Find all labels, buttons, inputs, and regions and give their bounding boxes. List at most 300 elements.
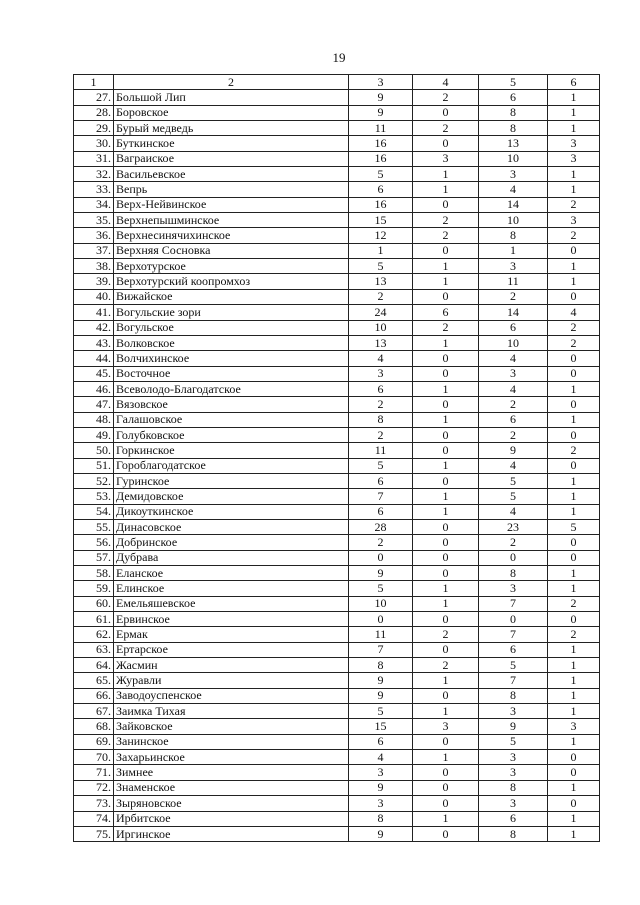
- value-col-4: 1: [413, 750, 479, 765]
- value-col-3: 4: [349, 750, 413, 765]
- hunting-grounds-table: [73, 74, 600, 842]
- value-col-5: 2: [479, 535, 548, 550]
- row-number: 46.: [74, 381, 114, 396]
- value-col-5: 9: [479, 719, 548, 734]
- value-col-4: 1: [413, 596, 479, 611]
- row-number: 45.: [74, 366, 114, 381]
- row-number: 58.: [74, 566, 114, 581]
- value-col-6: 2: [548, 443, 600, 458]
- value-col-3: 9: [349, 566, 413, 581]
- value-col-4: 0: [413, 366, 479, 381]
- page-number: 19: [332, 50, 346, 65]
- row-number: 50.: [74, 443, 114, 458]
- value-col-6: 0: [548, 351, 600, 366]
- value-col-5: 5: [479, 489, 548, 504]
- value-col-3: 2: [349, 289, 413, 304]
- value-col-5: 11: [479, 274, 548, 289]
- value-col-5: 4: [479, 458, 548, 473]
- value-col-5: 3: [479, 765, 548, 780]
- value-col-3: 3: [349, 765, 413, 780]
- value-col-4: 0: [413, 688, 479, 703]
- value-col-4: 0: [413, 197, 479, 212]
- table-row: [74, 473, 600, 488]
- value-col-3: 13: [349, 335, 413, 350]
- value-col-5: 2: [479, 427, 548, 442]
- ground-name: Боровское: [114, 105, 349, 120]
- header-cell-5: 5: [479, 75, 548, 90]
- value-col-4: 2: [413, 320, 479, 335]
- row-number: 27.: [74, 90, 114, 105]
- value-col-4: 1: [413, 412, 479, 427]
- table-row: [74, 381, 600, 396]
- value-col-6: 1: [548, 489, 600, 504]
- value-col-4: 0: [413, 550, 479, 565]
- value-col-3: 10: [349, 596, 413, 611]
- value-col-3: 6: [349, 182, 413, 197]
- header-cell-3: 3: [349, 75, 413, 90]
- ground-name: Вогульские зори: [114, 305, 349, 320]
- value-col-6: 1: [548, 274, 600, 289]
- row-number: 71.: [74, 765, 114, 780]
- value-col-4: 0: [413, 519, 479, 534]
- value-col-5: 2: [479, 289, 548, 304]
- ground-name: Елинское: [114, 581, 349, 596]
- ground-name: Заводоуспенское: [114, 688, 349, 703]
- ground-name: Знаменское: [114, 780, 349, 795]
- row-number: 43.: [74, 335, 114, 350]
- value-col-6: 2: [548, 228, 600, 243]
- value-col-5: 8: [479, 121, 548, 136]
- value-col-4: 1: [413, 673, 479, 688]
- ground-name: Большой Лип: [114, 90, 349, 105]
- table-row: [74, 550, 600, 565]
- value-col-6: 0: [548, 458, 600, 473]
- value-col-3: 16: [349, 151, 413, 166]
- value-col-6: 1: [548, 473, 600, 488]
- row-number: 48.: [74, 412, 114, 427]
- table-header-row: [74, 75, 600, 90]
- value-col-4: 2: [413, 658, 479, 673]
- value-col-5: 3: [479, 796, 548, 811]
- ground-name: Галашовское: [114, 412, 349, 427]
- ground-name: Гуринское: [114, 473, 349, 488]
- value-col-5: 1: [479, 243, 548, 258]
- value-col-5: 7: [479, 673, 548, 688]
- value-col-6: 1: [548, 167, 600, 182]
- table-row: [74, 519, 600, 534]
- row-number: 64.: [74, 658, 114, 673]
- row-number: 74.: [74, 811, 114, 826]
- ground-name: Жасмин: [114, 658, 349, 673]
- value-col-4: 1: [413, 274, 479, 289]
- header-cell-1: 1: [74, 75, 114, 90]
- value-col-6: 0: [548, 750, 600, 765]
- row-number: 28.: [74, 105, 114, 120]
- value-col-4: 0: [413, 473, 479, 488]
- table-row: [74, 289, 600, 304]
- row-number: 62.: [74, 627, 114, 642]
- value-col-4: 0: [413, 427, 479, 442]
- row-number: 69.: [74, 734, 114, 749]
- value-col-3: 12: [349, 228, 413, 243]
- row-number: 34.: [74, 197, 114, 212]
- value-col-5: 8: [479, 780, 548, 795]
- value-col-5: 3: [479, 750, 548, 765]
- ground-name: Ваграиское: [114, 151, 349, 166]
- value-col-5: 6: [479, 412, 548, 427]
- ground-name: Иргинское: [114, 826, 349, 841]
- table-row: [74, 182, 600, 197]
- row-number: 39.: [74, 274, 114, 289]
- row-number: 37.: [74, 243, 114, 258]
- row-number: 51.: [74, 458, 114, 473]
- ground-name: Вижайское: [114, 289, 349, 304]
- value-col-3: 15: [349, 719, 413, 734]
- ground-name: Бурый медведь: [114, 121, 349, 136]
- value-col-3: 6: [349, 504, 413, 519]
- table-row: [74, 458, 600, 473]
- value-col-3: 8: [349, 811, 413, 826]
- value-col-4: 0: [413, 780, 479, 795]
- table-row: [74, 627, 600, 642]
- value-col-5: 8: [479, 688, 548, 703]
- value-col-4: 1: [413, 811, 479, 826]
- value-col-6: 1: [548, 412, 600, 427]
- ground-name: Демидовское: [114, 489, 349, 504]
- value-col-4: 1: [413, 581, 479, 596]
- ground-name: Занинское: [114, 734, 349, 749]
- value-col-3: 9: [349, 826, 413, 841]
- value-col-6: 1: [548, 673, 600, 688]
- value-col-4: 0: [413, 642, 479, 657]
- value-col-3: 9: [349, 105, 413, 120]
- header-cell-2: 2: [114, 75, 349, 90]
- row-number: 42.: [74, 320, 114, 335]
- value-col-5: 3: [479, 704, 548, 719]
- value-col-3: 5: [349, 259, 413, 274]
- table-row: [74, 719, 600, 734]
- value-col-3: 16: [349, 136, 413, 151]
- value-col-6: 1: [548, 90, 600, 105]
- value-col-3: 9: [349, 688, 413, 703]
- table-row: [74, 136, 600, 151]
- value-col-6: 1: [548, 581, 600, 596]
- value-col-3: 8: [349, 412, 413, 427]
- value-col-4: 1: [413, 182, 479, 197]
- value-col-6: 0: [548, 397, 600, 412]
- ground-name: Ервинское: [114, 612, 349, 627]
- table-row: [74, 734, 600, 749]
- table-row: [74, 427, 600, 442]
- value-col-4: 2: [413, 627, 479, 642]
- row-number: 35.: [74, 213, 114, 228]
- value-col-5: 8: [479, 228, 548, 243]
- value-col-3: 6: [349, 473, 413, 488]
- value-col-3: 5: [349, 704, 413, 719]
- row-number: 75.: [74, 826, 114, 841]
- row-number: 36.: [74, 228, 114, 243]
- table-row: [74, 213, 600, 228]
- value-col-5: 8: [479, 566, 548, 581]
- value-col-6: 2: [548, 197, 600, 212]
- table-row: [74, 121, 600, 136]
- value-col-3: 3: [349, 796, 413, 811]
- ground-name: Верх-Нейвинское: [114, 197, 349, 212]
- value-col-3: 15: [349, 213, 413, 228]
- value-col-4: 0: [413, 612, 479, 627]
- value-col-4: 3: [413, 151, 479, 166]
- table-row: [74, 688, 600, 703]
- value-col-4: 1: [413, 167, 479, 182]
- table-row: [74, 320, 600, 335]
- ground-name: Еланское: [114, 566, 349, 581]
- row-number: 30.: [74, 136, 114, 151]
- value-col-5: 3: [479, 167, 548, 182]
- value-col-5: 7: [479, 596, 548, 611]
- ground-name: Вепрь: [114, 182, 349, 197]
- ground-name: Голубковское: [114, 427, 349, 442]
- row-number: 73.: [74, 796, 114, 811]
- value-col-6: 4: [548, 305, 600, 320]
- table-row: [74, 90, 600, 105]
- table-row: [74, 243, 600, 258]
- table-row: [74, 489, 600, 504]
- value-col-5: 13: [479, 136, 548, 151]
- value-col-4: 6: [413, 305, 479, 320]
- row-number: 55.: [74, 519, 114, 534]
- row-number: 32.: [74, 167, 114, 182]
- value-col-3: 11: [349, 121, 413, 136]
- value-col-4: 3: [413, 719, 479, 734]
- value-col-6: 1: [548, 121, 600, 136]
- value-col-3: 2: [349, 397, 413, 412]
- value-col-5: 0: [479, 612, 548, 627]
- ground-name: Дикоуткинское: [114, 504, 349, 519]
- value-col-4: 0: [413, 136, 479, 151]
- row-number: 59.: [74, 581, 114, 596]
- value-col-3: 6: [349, 381, 413, 396]
- value-col-3: 16: [349, 197, 413, 212]
- row-number: 52.: [74, 473, 114, 488]
- table-row: [74, 750, 600, 765]
- ground-name: Всеволодо-Благодатское: [114, 381, 349, 396]
- value-col-6: 0: [548, 243, 600, 258]
- value-col-4: 0: [413, 397, 479, 412]
- value-col-4: 0: [413, 351, 479, 366]
- value-col-6: 1: [548, 658, 600, 673]
- ground-name: Верхнепышминское: [114, 213, 349, 228]
- table-row: [74, 673, 600, 688]
- value-col-5: 2: [479, 397, 548, 412]
- table-row: [74, 197, 600, 212]
- value-col-5: 4: [479, 182, 548, 197]
- table-row: [74, 412, 600, 427]
- value-col-4: 1: [413, 335, 479, 350]
- row-number: 67.: [74, 704, 114, 719]
- row-number: 54.: [74, 504, 114, 519]
- ground-name: Волчихинское: [114, 351, 349, 366]
- value-col-4: 0: [413, 443, 479, 458]
- table-row: [74, 581, 600, 596]
- value-col-4: 1: [413, 259, 479, 274]
- row-number: 72.: [74, 780, 114, 795]
- row-number: 66.: [74, 688, 114, 703]
- value-col-5: 14: [479, 197, 548, 212]
- table-row: [74, 228, 600, 243]
- value-col-4: 0: [413, 826, 479, 841]
- table-row: [74, 105, 600, 120]
- value-col-3: 3: [349, 366, 413, 381]
- value-col-6: 2: [548, 596, 600, 611]
- value-col-5: 3: [479, 259, 548, 274]
- value-col-6: 1: [548, 780, 600, 795]
- value-col-5: 14: [479, 305, 548, 320]
- value-col-3: 28: [349, 519, 413, 534]
- value-col-4: 0: [413, 566, 479, 581]
- ground-name: Ирбитское: [114, 811, 349, 826]
- value-col-3: 24: [349, 305, 413, 320]
- table-row: [74, 397, 600, 412]
- ground-name: Верхнесинячихинское: [114, 228, 349, 243]
- value-col-5: 3: [479, 581, 548, 596]
- value-col-4: 2: [413, 213, 479, 228]
- value-col-3: 10: [349, 320, 413, 335]
- value-col-5: 10: [479, 151, 548, 166]
- value-col-6: 1: [548, 182, 600, 197]
- ground-name: Восточное: [114, 366, 349, 381]
- table-row: [74, 535, 600, 550]
- row-number: 65.: [74, 673, 114, 688]
- value-col-5: 10: [479, 213, 548, 228]
- value-col-5: 4: [479, 351, 548, 366]
- table-row: [74, 765, 600, 780]
- table-row: [74, 167, 600, 182]
- row-number: 56.: [74, 535, 114, 550]
- value-col-6: 3: [548, 136, 600, 151]
- table-row: [74, 811, 600, 826]
- row-number: 53.: [74, 489, 114, 504]
- value-col-6: 1: [548, 105, 600, 120]
- value-col-5: 0: [479, 550, 548, 565]
- value-col-6: 1: [548, 642, 600, 657]
- ground-name: Журавли: [114, 673, 349, 688]
- value-col-3: 5: [349, 167, 413, 182]
- value-col-4: 0: [413, 243, 479, 258]
- value-col-6: 3: [548, 719, 600, 734]
- value-col-6: 3: [548, 151, 600, 166]
- table-row: [74, 351, 600, 366]
- row-number: 44.: [74, 351, 114, 366]
- row-number: 60.: [74, 596, 114, 611]
- value-col-6: 2: [548, 335, 600, 350]
- value-col-6: 1: [548, 688, 600, 703]
- value-col-4: 1: [413, 458, 479, 473]
- row-number: 68.: [74, 719, 114, 734]
- ground-name: Ермак: [114, 627, 349, 642]
- ground-name: Горкинское: [114, 443, 349, 458]
- ground-name: Буткинское: [114, 136, 349, 151]
- value-col-4: 1: [413, 504, 479, 519]
- value-col-6: 0: [548, 366, 600, 381]
- value-col-6: 0: [548, 427, 600, 442]
- table-row: [74, 780, 600, 795]
- value-col-5: 9: [479, 443, 548, 458]
- value-col-6: 2: [548, 320, 600, 335]
- value-col-3: 4: [349, 351, 413, 366]
- ground-name: Васильевское: [114, 167, 349, 182]
- table-row: [74, 826, 600, 841]
- value-col-5: 8: [479, 826, 548, 841]
- value-col-5: 6: [479, 90, 548, 105]
- value-col-5: 4: [479, 381, 548, 396]
- value-col-4: 0: [413, 535, 479, 550]
- table-row: [74, 443, 600, 458]
- value-col-5: 23: [479, 519, 548, 534]
- value-col-5: 6: [479, 320, 548, 335]
- ground-name: Добринское: [114, 535, 349, 550]
- value-col-6: 1: [548, 381, 600, 396]
- value-col-4: 0: [413, 289, 479, 304]
- value-col-6: 0: [548, 765, 600, 780]
- row-number: 70.: [74, 750, 114, 765]
- value-col-3: 1: [349, 243, 413, 258]
- ground-name: Зыряновское: [114, 796, 349, 811]
- table-row: [74, 366, 600, 381]
- header-cell-4: 4: [413, 75, 479, 90]
- table-row: [74, 658, 600, 673]
- table-body: [74, 75, 600, 842]
- ground-name: Верхняя Сосновка: [114, 243, 349, 258]
- value-col-3: 11: [349, 443, 413, 458]
- value-col-5: 3: [479, 366, 548, 381]
- value-col-6: 1: [548, 566, 600, 581]
- value-col-6: 1: [548, 704, 600, 719]
- value-col-3: 5: [349, 458, 413, 473]
- table-row: [74, 642, 600, 657]
- table-row: [74, 566, 600, 581]
- row-number: 38.: [74, 259, 114, 274]
- row-number: 49.: [74, 427, 114, 442]
- value-col-6: 1: [548, 811, 600, 826]
- value-col-6: 0: [548, 612, 600, 627]
- ground-name: Захарьинское: [114, 750, 349, 765]
- value-col-3: 6: [349, 734, 413, 749]
- value-col-3: 2: [349, 535, 413, 550]
- value-col-4: 2: [413, 121, 479, 136]
- value-col-5: 6: [479, 642, 548, 657]
- row-number: 31.: [74, 151, 114, 166]
- ground-name: Волковское: [114, 335, 349, 350]
- value-col-4: 2: [413, 90, 479, 105]
- value-col-3: 0: [349, 612, 413, 627]
- value-col-4: 0: [413, 734, 479, 749]
- value-col-6: 0: [548, 550, 600, 565]
- value-col-5: 4: [479, 504, 548, 519]
- value-col-3: 0: [349, 550, 413, 565]
- value-col-6: 0: [548, 535, 600, 550]
- value-col-6: 5: [548, 519, 600, 534]
- ground-name: Вогульское: [114, 320, 349, 335]
- ground-name: Зайковское: [114, 719, 349, 734]
- value-col-6: 1: [548, 259, 600, 274]
- table-row: [74, 796, 600, 811]
- value-col-3: 9: [349, 780, 413, 795]
- value-col-3: 7: [349, 489, 413, 504]
- row-number: 57.: [74, 550, 114, 565]
- row-number: 29.: [74, 121, 114, 136]
- value-col-5: 6: [479, 811, 548, 826]
- value-col-5: 5: [479, 473, 548, 488]
